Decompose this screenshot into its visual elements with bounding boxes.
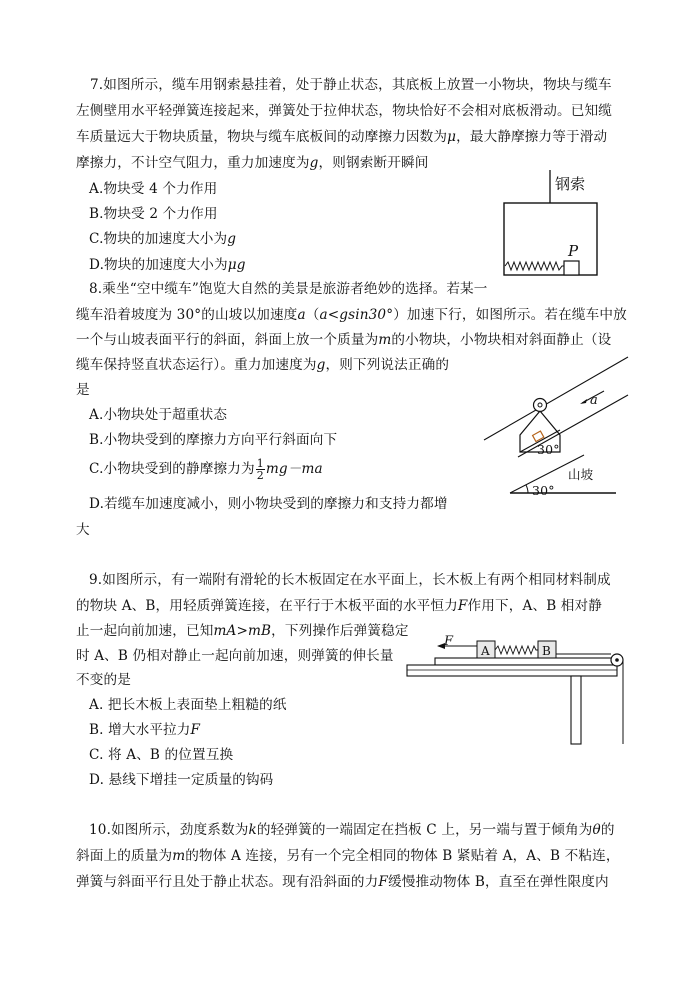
pulley-wheel <box>534 399 547 412</box>
q8-slope-figure <box>478 345 633 500</box>
angle-label-slope: 30° <box>532 483 555 498</box>
angle-label-incline: 30° <box>537 442 560 457</box>
spring-ab <box>495 646 538 654</box>
q8-option-d-line1: D.若缆车加速度减小，则小物块受到的摩擦力和支持力都增 <box>89 496 448 512</box>
q8-line3: 一个与山坡表面平行的斜面，斜面上放一个质量为m的小物块，小物块相对斜面静止（设 <box>76 332 612 348</box>
q7-line4: 摩擦力，不计空气阻力，重力加速度为g，则钢索断开瞬间 <box>76 155 429 171</box>
q8-option-b: B.小物块受到的摩擦力方向平行斜面向下 <box>89 432 338 448</box>
q7-line2: 左侧壁用水平轻弹簧连接起来，弹簧处于拉伸状态，物块恰好不会相对底板滑动。已知缆 <box>76 103 613 119</box>
angle-arc <box>526 485 528 493</box>
q9-line2: 的物块 A、B，用轻质弹簧连接，在平行于木板平面的水平恒力F作用下，A、B 相对静 <box>76 598 603 614</box>
accel-arrowhead <box>580 399 587 404</box>
table-top <box>407 665 617 676</box>
q9-line4: 时 A、B 仍相对静止一起向前加速，则弹簧的伸长量 <box>76 648 394 664</box>
block-b-label: B <box>542 644 551 658</box>
q9-line3: 止一起向前加速，已知mA>mB，下列操作后弹簧稳定 <box>76 623 409 639</box>
block-a-label: A <box>481 644 490 658</box>
q8-option-a: A.小物块处于超重状态 <box>89 407 228 423</box>
cable-upper <box>484 357 628 440</box>
q7-line3: 车质量远大于物块质量，物块与缆车底板间的动摩擦力因数为μ，最大静摩擦力等于滑动 <box>76 129 608 145</box>
q8-line2: 缆车沿着坡度为 30°的山坡以加速度a（a<gsin30°）加速下行，如图所示。若在缆车中放 <box>76 307 627 323</box>
q9-option-d: D. 悬线下增挂一定质量的钩码 <box>89 772 274 788</box>
q9-board-figure <box>405 630 630 745</box>
q7-option-b: B.物块受 2 个力作用 <box>89 206 218 222</box>
q9-option-c: C. 将 A、B 的位置互换 <box>89 747 234 763</box>
q10-line1: 10.如图所示，劲度系数为k的轻弹簧的一端固定在挡板 C 上，另一端与置于倾角为θ的 <box>89 822 615 838</box>
q7-option-a: A.物块受 4 个力作用 <box>89 181 218 197</box>
q8-line1: 8.乘坐“空中缆车”饱览大自然的美景是旅游者绝妙的选择。若某一 <box>89 281 488 297</box>
q9-option-b: B. 增大水平拉力F <box>89 722 201 738</box>
table-leg <box>571 676 581 744</box>
block-p-label: P <box>568 242 579 260</box>
q8-line5: 是 <box>76 382 90 398</box>
q9-option-a: A. 把长木板上表面垫上粗糙的纸 <box>89 697 287 713</box>
long-board <box>435 658 615 665</box>
q7-line1: 7.如图所示，缆车用钢索悬挂着，处于静止状态，其底板上放置一小物块，物块与缆车 <box>90 77 612 93</box>
slope-label: 山坡 <box>568 467 594 482</box>
q7-option-c: C.物块的加速度大小为g <box>89 231 237 247</box>
q9-line1: 9.如图所示，有一端附有滑轮的长木板固定在水平面上，长木板上有两个相同材料制成 <box>89 572 611 588</box>
spring <box>505 262 564 270</box>
q7-option-d: D.物块的加速度大小为μg <box>89 257 246 273</box>
q10-line2: 斜面上的质量为m的物体 A 连接，另有一个完全相同的物体 B 紧贴着 A，A、B 不粘连， <box>76 848 620 864</box>
pulley-axle-board <box>615 658 619 662</box>
q8-line4: 缆车保持竖直状态运行）。重力加速度为g，则下列说法正确的 <box>76 357 450 373</box>
q8-option-d-line2: 大 <box>76 522 90 538</box>
force-label: F <box>444 634 454 649</box>
fraction-half: $\frac{1}{2}$ <box>256 457 264 482</box>
cable-label: 钢索 <box>555 175 586 193</box>
q9-line5: 不变的是 <box>76 672 131 688</box>
accel-label: a <box>590 393 598 408</box>
block-p <box>564 261 579 275</box>
q10-line3: 弹簧与斜面平行且处于静止状态。现有沿斜面的力F缓慢推动物体 B，直至在弹性限度内 <box>76 874 609 890</box>
q8-option-c: C.小物块受到的静摩擦力为 $\frac{1}{2}$ mg－ma <box>89 457 323 482</box>
